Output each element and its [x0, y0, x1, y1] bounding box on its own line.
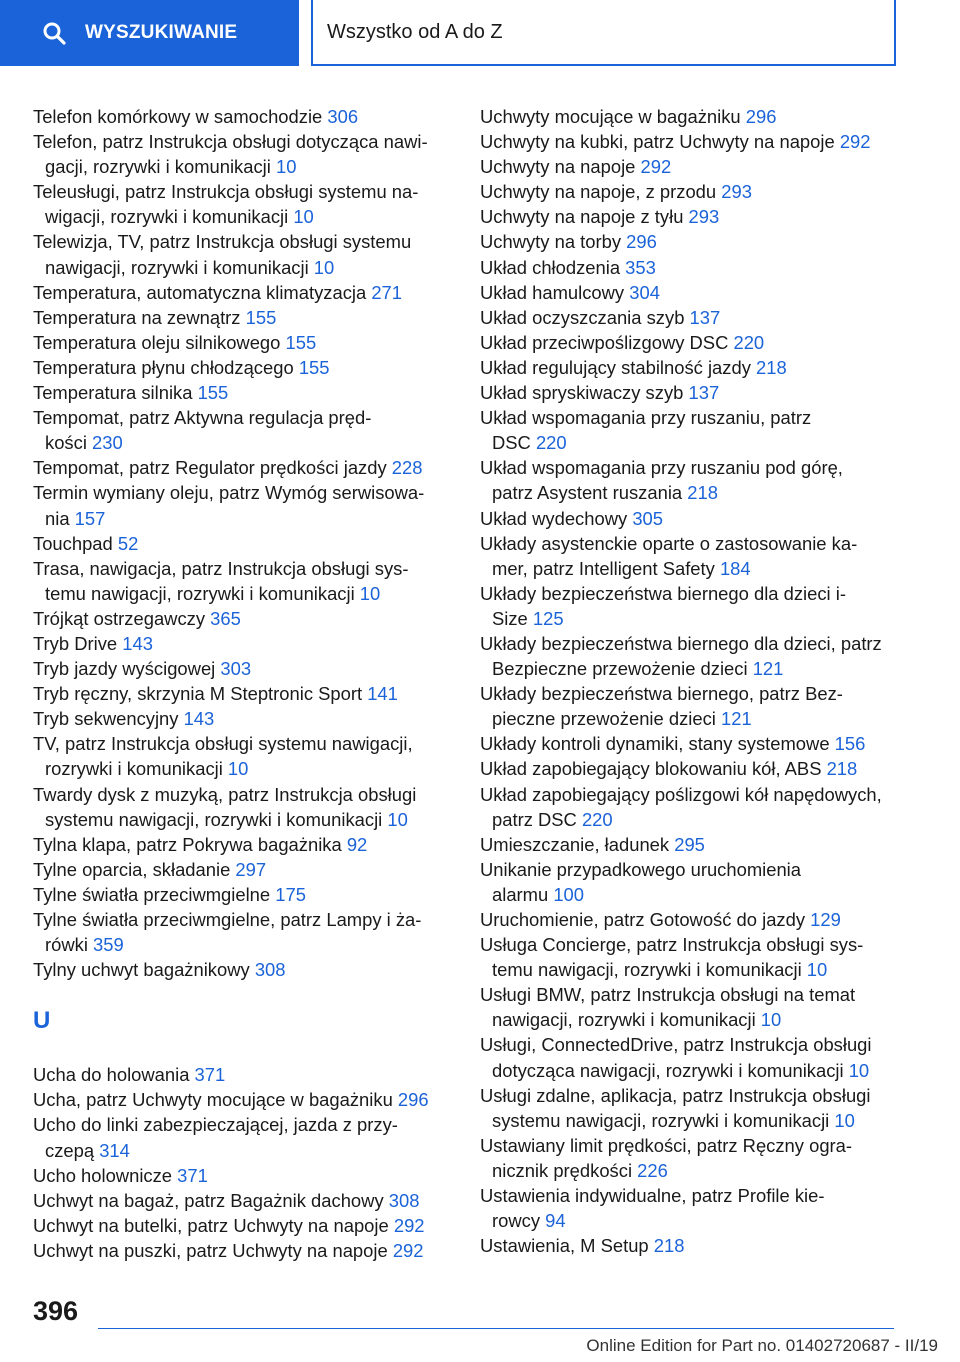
page-reference-link[interactable]: 293	[688, 206, 720, 228]
index-entry	[480, 907, 900, 932]
page-reference-link[interactable]: 155	[197, 382, 229, 404]
index-entry-text: DSC	[492, 432, 536, 454]
footer	[0, 1290, 960, 1362]
index-entry-text: Układ wspomagania przy ruszaniu pod górę,	[480, 457, 843, 479]
index-entry-text: Bezpieczne przewożenie dzieci	[492, 658, 753, 680]
index-entry-text: Tryb jazdy wyścigowej	[33, 658, 221, 680]
page-reference-link[interactable]: 157	[74, 507, 106, 529]
index-entry	[33, 631, 453, 656]
index-entry-text: Telewizja, TV, patrz Instrukcja obsługi systemu	[33, 231, 412, 253]
index-entry-text: Temperatura, automatyczna klimatyzacja	[33, 281, 372, 303]
page-reference-link[interactable]: 297	[235, 858, 267, 880]
index-entry	[33, 455, 453, 480]
page-reference-link[interactable]: 353	[625, 256, 656, 278]
page-reference-link[interactable]: 295	[674, 833, 705, 855]
index-entry	[33, 1163, 453, 1188]
index-entry	[480, 179, 900, 204]
index-entry	[480, 731, 900, 756]
index-entry-text: rówki	[45, 934, 94, 956]
index-entry-text: Telefon komórkowy w samochodzie	[33, 106, 328, 127]
index-entry	[33, 305, 453, 330]
index-entry-text: Układ hamulcowy	[480, 281, 630, 303]
index-entry	[33, 907, 453, 957]
index-entry-text: TV, patrz Instrukcja obsługi systemu nawigacji,	[33, 733, 413, 755]
index-entry	[33, 782, 453, 832]
index-entry-text: Układ chłodzenia	[480, 256, 626, 278]
page-reference-link[interactable]: 94	[545, 1210, 566, 1232]
page-reference-link[interactable]: 10	[275, 156, 297, 178]
index-entry-text: Układy asystenckie oparte o zastosowanie ka-	[480, 532, 858, 554]
index-entry-text: Unikanie przypadkowego uruchomienia	[480, 858, 802, 880]
page-reference-link[interactable]: 100	[553, 883, 585, 905]
index-entry	[480, 857, 900, 907]
index-entry-text: Termin wymiany oleju, patrz Wymóg serwisowa-	[33, 482, 425, 504]
index-entry	[480, 932, 900, 982]
index-entry-text: czepą	[45, 1139, 100, 1161]
index-entry-text: Ustawienia, M Setup	[480, 1235, 654, 1257]
index-entry	[480, 204, 900, 229]
index-entry	[33, 706, 453, 731]
page-reference-link[interactable]: 371	[177, 1164, 208, 1186]
index-entry-text: Uchwyty na napoje, z przodu	[480, 181, 722, 203]
page-reference-link[interactable]: 156	[834, 733, 866, 755]
index-entry-text: Touchpad	[33, 532, 118, 554]
index-entry-text: Uchwyty na napoje	[480, 156, 641, 178]
index-entry	[33, 179, 453, 229]
index-entry	[480, 154, 900, 179]
index-entry-text: Umieszczanie, ładunek	[480, 833, 675, 855]
page-reference-link[interactable]: 155	[298, 356, 330, 378]
index-entry-text: Temperatura płynu chłodzącego	[33, 356, 299, 378]
page-reference-link[interactable]: 10	[359, 582, 381, 604]
index-entry-text: Usługi, ConnectedDrive, patrz Instrukcja obsługi	[480, 1034, 872, 1056]
index-entry-text: Usługi BMW, patrz Instrukcja obsługi na temat	[480, 984, 856, 1006]
index-entry	[33, 556, 453, 606]
index-entry	[480, 832, 900, 857]
page-reference-link[interactable]: 303	[220, 658, 252, 680]
breadcrumb[interactable]	[311, 0, 896, 66]
page-reference-link[interactable]: 155	[245, 306, 277, 328]
index-entry-text: patrz DSC	[492, 808, 582, 830]
index-entry-text: Układ regulujący stabilność jazdy	[480, 356, 756, 378]
index-entry-text: nia	[45, 507, 75, 529]
index-entry-text: Uruchomienie, patrz Gotowość do jazdy	[480, 909, 811, 930]
index-entry	[480, 405, 900, 455]
index-entry	[33, 606, 453, 631]
page-reference-link[interactable]: 121	[721, 708, 752, 730]
page-reference-link[interactable]: 218	[826, 758, 858, 780]
page-reference-link[interactable]: 314	[99, 1139, 130, 1161]
index-entry-text: Układy bezpieczeństwa biernego dla dzieci i-	[480, 582, 846, 604]
index-entry-text: Teleusługi, patrz Instrukcja obsługi systemu na-	[33, 181, 419, 203]
footer-divider	[98, 1328, 894, 1329]
index-entry	[480, 255, 900, 280]
index-entry	[33, 681, 453, 706]
index-entry	[33, 731, 453, 781]
index-entry	[480, 1233, 900, 1258]
page-reference-link[interactable]: 52	[117, 532, 139, 554]
index-entry	[480, 631, 900, 681]
index-entry	[480, 1083, 900, 1133]
index-entry-text: Tempomat, patrz Regulator prędkości jazdy	[33, 457, 392, 479]
page-reference-link[interactable]: 371	[194, 1064, 226, 1086]
index-entry-text: temu nawigacji, rozrywki i komunikacji	[45, 582, 360, 604]
page-reference-link[interactable]: 305	[632, 507, 663, 529]
search-icon	[42, 21, 66, 45]
index-entry-text: Tempomat, patrz Aktywna regulacja pręd-	[33, 407, 372, 429]
index-column-left	[33, 104, 453, 1263]
index-entry-text: systemu nawigacji, rozrywki i komunikacji	[492, 1109, 835, 1131]
index-entry-text: Usługa Concierge, patrz Instrukcja obsługi sys-	[480, 934, 864, 956]
page-reference-link[interactable]: 218	[653, 1235, 685, 1257]
index-entry-text: mer, patrz Intelligent Safety	[492, 557, 720, 579]
page-reference-link[interactable]: 220	[535, 432, 567, 454]
index-entry	[480, 229, 900, 254]
index-entry-text: Temperatura oleju silnikowego	[33, 331, 286, 353]
index-entry	[480, 1032, 900, 1082]
page-reference-link[interactable]: 226	[637, 1159, 668, 1181]
index-entry-text: Size	[492, 607, 533, 629]
index-entry	[480, 280, 900, 305]
index-entry	[33, 1087, 453, 1112]
page-reference-link[interactable]: 10	[834, 1109, 855, 1131]
index-entry-text: Ustawiany limit prędkości, patrz Ręczny ogra-	[480, 1134, 853, 1156]
index-entry-text: Tylne światła przeciwmgielne, patrz Lampy i ża-	[33, 909, 422, 930]
page-reference-link[interactable]: 137	[689, 306, 721, 328]
page-reference-link[interactable]: 10	[227, 758, 249, 780]
page-reference-link[interactable]: 304	[629, 281, 660, 303]
index-entry-text: Temperatura na zewnątrz	[33, 306, 246, 328]
index-entry-text: wigacji, rozrywki i komunikacji	[45, 206, 294, 228]
page-reference-link[interactable]: 228	[391, 457, 423, 479]
page-reference-link[interactable]: 365	[210, 607, 241, 629]
page-reference-link[interactable]: 10	[806, 959, 828, 981]
index-entry-text: Układ oczyszczania szyb	[480, 306, 690, 328]
index-entry-text: Tylne światła przeciwmgielne	[33, 883, 276, 905]
index-entry	[480, 531, 900, 581]
page-reference-link[interactable]: 296	[397, 1089, 429, 1111]
index-entry-text: nawigacji, rozrywki i komunikacji	[45, 256, 314, 278]
page-reference-link[interactable]: 218	[756, 356, 787, 378]
index-entry	[480, 982, 900, 1032]
page-reference-link[interactable]: 10	[760, 1009, 782, 1031]
page-reference-link[interactable]: 141	[367, 683, 398, 705]
index-entry-text: Uchwyty na kubki, patrz Uchwyty na napoje	[480, 131, 840, 153]
page-reference-link[interactable]: 92	[346, 833, 368, 855]
page-reference-link[interactable]: 10	[848, 1059, 870, 1081]
index-entry-text: nawigacji, rozrywki i komunikacji	[492, 1009, 761, 1031]
index-entry-text: Tryb Drive	[33, 632, 123, 654]
index-entry-text: Tylna klapa, patrz Pokrywa bagażnika	[33, 833, 347, 855]
index-letter-heading: U	[33, 1007, 51, 1035]
index-entry-text: Układ zapobiegający poślizgowi kół napędowych,	[480, 783, 882, 805]
index-entry	[33, 355, 453, 380]
page-reference-link[interactable]: 143	[183, 708, 215, 730]
index-entry	[33, 656, 453, 681]
page-reference-link[interactable]: 218	[687, 482, 718, 504]
index-entry	[33, 380, 453, 405]
index-entry	[480, 1133, 900, 1183]
index-entry-text: Tylne oparcia, składanie	[33, 858, 236, 880]
index-entry-text: Układ wydechowy	[480, 507, 633, 529]
index-entry-text: patrz Asystent ruszania	[492, 482, 688, 504]
search-label: WYSZUKIWANIE	[85, 22, 238, 43]
index-entry-text: dotycząca nawigacji, rozrywki i komunikacji	[492, 1059, 849, 1081]
breadcrumb-label: Wszystko od A do Z	[327, 20, 503, 43]
index-entry-text: Układ wspomagania przy ruszaniu, patrz	[480, 407, 812, 429]
page-reference-link[interactable]: 10	[293, 206, 314, 228]
index-entry-text: kości	[45, 432, 93, 454]
header	[0, 0, 960, 66]
index-entry	[33, 480, 453, 530]
index-entry	[480, 581, 900, 631]
index-column-right	[480, 104, 900, 1258]
index-entry	[480, 506, 900, 531]
page-reference-link[interactable]: 175	[275, 883, 306, 905]
index-entry	[480, 380, 900, 405]
index-entry-text: Układ zapobiegający blokowaniu kół, ABS	[480, 758, 827, 780]
index-entry-text: Tylny uchwyt bagażnikowy	[33, 959, 255, 981]
index-entry-text: Twardy dysk z muzyką, patrz Instrukcja obsługi	[33, 783, 417, 805]
index-entry-text: Ucha, patrz Uchwyty mocujące w bagażniku	[33, 1089, 398, 1111]
index-entry	[33, 280, 453, 305]
page-reference-link[interactable]: 143	[122, 632, 153, 654]
page-reference-link[interactable]: 292	[392, 1239, 424, 1261]
index-entry-text: systemu nawigacji, rozrywki i komunikacji	[45, 808, 388, 830]
index-entry	[33, 104, 453, 129]
index-entry-text: Ucha do holowania	[33, 1064, 195, 1086]
index-entry-text: Tryb sekwencyjny	[33, 708, 184, 730]
index-entry	[480, 330, 900, 355]
index-entry-text: nicznik prędkości	[492, 1159, 638, 1181]
index-entry-text: Układ spryskiwaczy szyb	[480, 382, 689, 404]
index-entry	[33, 1062, 453, 1087]
page-reference-link[interactable]: 220	[581, 808, 613, 830]
page-reference-link[interactable]: 125	[532, 607, 564, 629]
index-entry-text: alarmu	[492, 883, 554, 905]
index-entry	[33, 1213, 453, 1238]
index-entry	[33, 1238, 453, 1263]
page-reference-link[interactable]: 184	[719, 557, 751, 579]
index-entry	[480, 782, 900, 832]
page-reference-link[interactable]: 220	[733, 331, 765, 353]
index-entry-text: Układy bezpieczeństwa biernego, patrz Bez-	[480, 683, 843, 705]
page-reference-link[interactable]: 121	[752, 658, 784, 680]
index-entry-text: Ucho holownicze	[33, 1164, 178, 1186]
index-entry-text: Trasa, nawigacja, patrz Instrukcja obsługi sys-	[33, 557, 409, 579]
page-reference-link[interactable]: 230	[92, 432, 123, 454]
index-entry	[33, 1188, 453, 1213]
index-entry	[480, 305, 900, 330]
index-entry-text: Układ przeciwpoślizgowy DSC	[480, 331, 734, 353]
page-reference-link[interactable]: 296	[626, 231, 657, 253]
index-entry-text: Temperatura silnika	[33, 382, 198, 404]
index-entry-text: Uchwyt na butelki, patrz Uchwyty na napoje	[33, 1214, 394, 1236]
page-reference-link[interactable]: 308	[388, 1189, 420, 1211]
page-reference-link[interactable]: 292	[393, 1214, 425, 1236]
edition-text: Online Edition for Part no. 01402720687 - II/19	[586, 1336, 938, 1355]
index-entry-text: temu nawigacji, rozrywki i komunikacji	[492, 959, 807, 981]
page-number: 396	[33, 1296, 79, 1326]
index-entry	[480, 355, 900, 380]
index-entry	[480, 129, 900, 154]
index-entry-text: rozrywki i komunikacji	[45, 758, 228, 780]
page-reference-link[interactable]: 296	[745, 106, 777, 127]
index-entry-text: Układy bezpieczeństwa biernego dla dzieci, patrz	[480, 632, 882, 654]
index-entry	[480, 1183, 900, 1233]
page-reference-link[interactable]: 137	[688, 382, 720, 404]
index-entry	[33, 531, 453, 556]
index-entry-text: Ucho do linki zabezpieczającej, jazda z przy-	[33, 1114, 398, 1136]
index-entry	[33, 330, 453, 355]
index-entry	[480, 681, 900, 731]
index-entry-text: Uchwyty na torby	[480, 231, 627, 253]
page-reference-link[interactable]: 293	[721, 181, 752, 203]
index-entry-text: Uchwyty na napoje z tyłu	[480, 206, 689, 228]
index-entry-text: Trójkąt ostrzegawczy	[33, 607, 211, 629]
index-entry-text: rowcy	[492, 1210, 546, 1232]
index-entry-text: Uchwyt na puszki, patrz Uchwyty na napoje	[33, 1239, 393, 1261]
search-button[interactable]	[0, 0, 299, 66]
page-reference-link[interactable]: 155	[285, 331, 317, 353]
page-reference-link[interactable]: 271	[371, 281, 403, 303]
index-entry-text: gacji, rozrywki i komunikacji	[45, 156, 276, 178]
index-entry-text: Ustawienia indywidualne, patrz Profile kie-	[480, 1185, 825, 1207]
index-entry	[480, 756, 900, 781]
page-reference-link[interactable]: 292	[640, 156, 672, 178]
index-entry-text: Uchwyt na bagaż, patrz Bagażnik dachowy	[33, 1189, 389, 1211]
index-entry	[33, 857, 453, 882]
page-reference-link[interactable]: 129	[810, 909, 841, 930]
index-entry-text: Układy kontroli dynamiki, stany systemowe	[480, 733, 835, 755]
index-entry-text: Uchwyty mocujące w bagażniku	[480, 106, 746, 127]
page-reference-link[interactable]: 306	[327, 106, 359, 127]
index-entry-text: Usługi zdalne, aplikacja, patrz Instrukcja obsługi	[480, 1084, 871, 1106]
index-entry-text: pieczne przewożenie dzieci	[492, 708, 721, 730]
page-reference-link[interactable]: 308	[254, 959, 286, 981]
page-reference-link[interactable]: 10	[313, 256, 335, 278]
index-entry	[480, 455, 900, 505]
index-entry-text: Telefon, patrz Instrukcja obsługi dotycząca nawi-	[33, 131, 428, 153]
page-reference-link[interactable]: 292	[839, 131, 871, 153]
index-entry	[33, 405, 453, 455]
index-entry	[33, 832, 453, 857]
index-entry	[33, 129, 453, 179]
index-entry	[33, 1112, 453, 1162]
index-entry	[33, 957, 453, 982]
page-reference-link[interactable]: 10	[387, 808, 408, 830]
index-entry	[33, 229, 453, 279]
page-reference-link[interactable]: 359	[93, 934, 124, 956]
index-entry-text: Tryb ręczny, skrzynia M Steptronic Sport	[33, 683, 368, 705]
index-entry	[480, 104, 900, 129]
index-entry	[33, 882, 453, 907]
